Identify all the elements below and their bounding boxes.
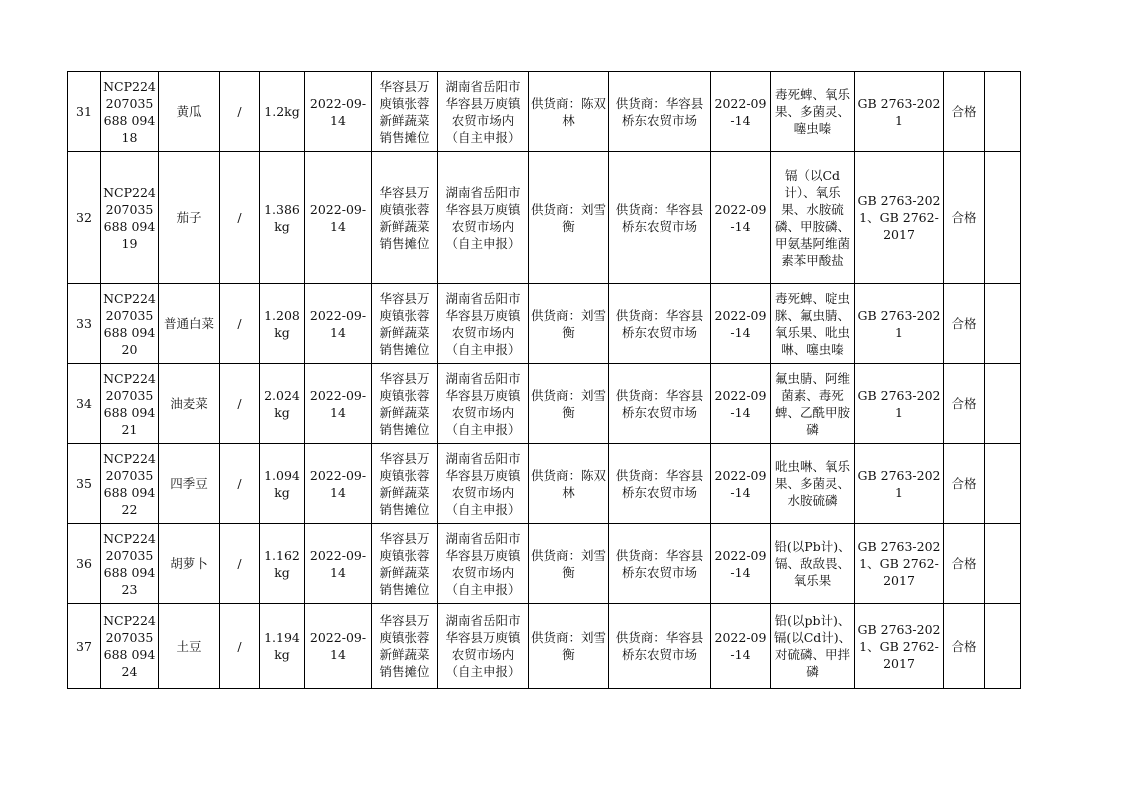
cell-brand: / [220, 72, 260, 152]
cell-note [985, 152, 1021, 284]
cell-seller-address: 湖南省岳阳市华容县万庾镇农贸市场内（自主申报） [438, 604, 529, 689]
cell-purchase-date: 2022-09-14 [711, 284, 771, 364]
cell-sample-name: 土豆 [159, 604, 220, 689]
cell-seller-address: 湖南省岳阳市华容县万庾镇农贸市场内（自主申报） [438, 524, 529, 604]
cell-standard: GB 2763-2021、GB 2762-2017 [855, 152, 944, 284]
cell-sample-name: 茄子 [159, 152, 220, 284]
cell-result: 合格 [944, 444, 985, 524]
cell-seller-address: 湖南省岳阳市华容县万庾镇农贸市场内（自主申报） [438, 444, 529, 524]
cell-sampling-date: 2022-09-14 [305, 604, 372, 689]
cell-brand: / [220, 152, 260, 284]
cell-brand: / [220, 364, 260, 444]
cell-brand: / [220, 284, 260, 364]
cell-row-number: 36 [68, 524, 101, 604]
cell-quantity: 1.162kg [260, 524, 305, 604]
cell-result: 合格 [944, 364, 985, 444]
cell-result: 合格 [944, 152, 985, 284]
cell-row-number: 32 [68, 152, 101, 284]
cell-seller-address: 湖南省岳阳市华容县万庾镇农贸市场内（自主申报） [438, 364, 529, 444]
cell-row-number: 34 [68, 364, 101, 444]
cell-purchase-date: 2022-09-14 [711, 524, 771, 604]
cell-source-market: 供货商：华容县桥东农贸市场 [609, 524, 711, 604]
cell-seller-name: 华容县万庾镇张蓉新鲜蔬菜销售摊位 [372, 364, 438, 444]
cell-seller-address: 湖南省岳阳市华容县万庾镇农贸市场内（自主申报） [438, 72, 529, 152]
table-row [68, 152, 1021, 284]
cell-standard: GB 2763-2021 [855, 444, 944, 524]
cell-quantity: 2.024kg [260, 364, 305, 444]
cell-source-market: 供货商：华容县桥东农贸市场 [609, 284, 711, 364]
cell-supplier: 供货商：陈双林 [529, 72, 609, 152]
cell-standard: GB 2763-2021 [855, 72, 944, 152]
cell-standard: GB 2763-2021 [855, 284, 944, 364]
cell-note [985, 72, 1021, 152]
cell-sampling-date: 2022-09-14 [305, 72, 372, 152]
cell-note [985, 524, 1021, 604]
cell-seller-address: 湖南省岳阳市华容县万庾镇农贸市场内（自主申报） [438, 284, 529, 364]
cell-note [985, 364, 1021, 444]
cell-test-items: 铅(以pb计)、镉(以Cd计)、对硫磷、甲拌磷 [771, 604, 855, 689]
cell-supplier: 供货商：刘雪衡 [529, 364, 609, 444]
cell-note [985, 604, 1021, 689]
cell-source-market: 供货商：华容县桥东农贸市场 [609, 444, 711, 524]
cell-note [985, 444, 1021, 524]
cell-sample-name: 四季豆 [159, 444, 220, 524]
cell-result: 合格 [944, 72, 985, 152]
cell-sample-name: 胡萝卜 [159, 524, 220, 604]
cell-seller-name: 华容县万庾镇张蓉新鲜蔬菜销售摊位 [372, 604, 438, 689]
cell-quantity: 1.2kg [260, 72, 305, 152]
cell-purchase-date: 2022-09-14 [711, 72, 771, 152]
cell-row-number: 33 [68, 284, 101, 364]
cell-sampling-date: 2022-09-14 [305, 284, 372, 364]
inspection-results-table [67, 71, 1021, 689]
cell-standard: GB 2763-2021、GB 2762-2017 [855, 524, 944, 604]
cell-sample-name: 黄瓜 [159, 72, 220, 152]
cell-test-items: 吡虫啉、氧乐果、多菌灵、水胺硫磷 [771, 444, 855, 524]
cell-quantity: 1.094kg [260, 444, 305, 524]
cell-quantity: 1.386kg [260, 152, 305, 284]
cell-sample-name: 油麦菜 [159, 364, 220, 444]
cell-test-items: 毒死蜱、啶虫脒、氟虫腈、氧乐果、吡虫啉、噻虫嗪 [771, 284, 855, 364]
cell-sampling-date: 2022-09-14 [305, 524, 372, 604]
cell-source-market: 供货商：华容县桥东农贸市场 [609, 72, 711, 152]
table-row [68, 524, 1021, 604]
cell-source-market: 供货商：华容县桥东农贸市场 [609, 152, 711, 284]
cell-brand: / [220, 524, 260, 604]
cell-result: 合格 [944, 524, 985, 604]
cell-note [985, 284, 1021, 364]
cell-standard: GB 2763-2021 [855, 364, 944, 444]
cell-result: 合格 [944, 284, 985, 364]
cell-purchase-date: 2022-09-14 [711, 152, 771, 284]
cell-sample-code: NCP224207035688 09422 [101, 444, 159, 524]
cell-seller-name: 华容县万庾镇张蓉新鲜蔬菜销售摊位 [372, 72, 438, 152]
cell-supplier: 供货商：刘雪衡 [529, 604, 609, 689]
cell-sample-code: NCP224207035688 09418 [101, 72, 159, 152]
cell-supplier: 供货商：刘雪衡 [529, 524, 609, 604]
cell-purchase-date: 2022-09-14 [711, 364, 771, 444]
cell-sample-code: NCP224207035688 09419 [101, 152, 159, 284]
cell-row-number: 31 [68, 72, 101, 152]
cell-sampling-date: 2022-09-14 [305, 152, 372, 284]
cell-sample-code: NCP224207035688 09420 [101, 284, 159, 364]
table-row [68, 72, 1021, 152]
table-row [68, 604, 1021, 689]
cell-brand: / [220, 604, 260, 689]
cell-test-items: 毒死蜱、氧乐果、多菌灵、噻虫嗪 [771, 72, 855, 152]
cell-quantity: 1.194kg [260, 604, 305, 689]
cell-standard: GB 2763-2021、GB 2762-2017 [855, 604, 944, 689]
cell-sampling-date: 2022-09-14 [305, 444, 372, 524]
cell-seller-address: 湖南省岳阳市华容县万庾镇农贸市场内（自主申报） [438, 152, 529, 284]
table-row [68, 364, 1021, 444]
cell-source-market: 供货商：华容县桥东农贸市场 [609, 604, 711, 689]
cell-test-items: 氟虫腈、阿维菌素、毒死蜱、乙酰甲胺磷 [771, 364, 855, 444]
cell-seller-name: 华容县万庾镇张蓉新鲜蔬菜销售摊位 [372, 444, 438, 524]
cell-row-number: 37 [68, 604, 101, 689]
cell-supplier: 供货商：刘雪衡 [529, 152, 609, 284]
cell-sampling-date: 2022-09-14 [305, 364, 372, 444]
cell-sample-name: 普通白菜 [159, 284, 220, 364]
table-row [68, 444, 1021, 524]
cell-seller-name: 华容县万庾镇张蓉新鲜蔬菜销售摊位 [372, 152, 438, 284]
cell-row-number: 35 [68, 444, 101, 524]
cell-supplier: 供货商：陈双林 [529, 444, 609, 524]
cell-sample-code: NCP224207035688 09421 [101, 364, 159, 444]
cell-seller-name: 华容县万庾镇张蓉新鲜蔬菜销售摊位 [372, 524, 438, 604]
table-row [68, 284, 1021, 364]
table-body [68, 72, 1021, 689]
cell-sample-code: NCP224207035688 09423 [101, 524, 159, 604]
cell-supplier: 供货商：刘雪衡 [529, 284, 609, 364]
cell-source-market: 供货商：华容县桥东农贸市场 [609, 364, 711, 444]
cell-test-items: 镉（以Cd计）、氧乐果、水胺硫磷、甲胺磷、甲氨基阿维菌素苯甲酸盐 [771, 152, 855, 284]
cell-sample-code: NCP224207035688 09424 [101, 604, 159, 689]
cell-test-items: 铅(以Pb计)、镉、敌敌畏、氧乐果 [771, 524, 855, 604]
cell-brand: / [220, 444, 260, 524]
cell-purchase-date: 2022-09-14 [711, 604, 771, 689]
cell-quantity: 1.208kg [260, 284, 305, 364]
cell-result: 合格 [944, 604, 985, 689]
cell-purchase-date: 2022-09-14 [711, 444, 771, 524]
cell-seller-name: 华容县万庾镇张蓉新鲜蔬菜销售摊位 [372, 284, 438, 364]
